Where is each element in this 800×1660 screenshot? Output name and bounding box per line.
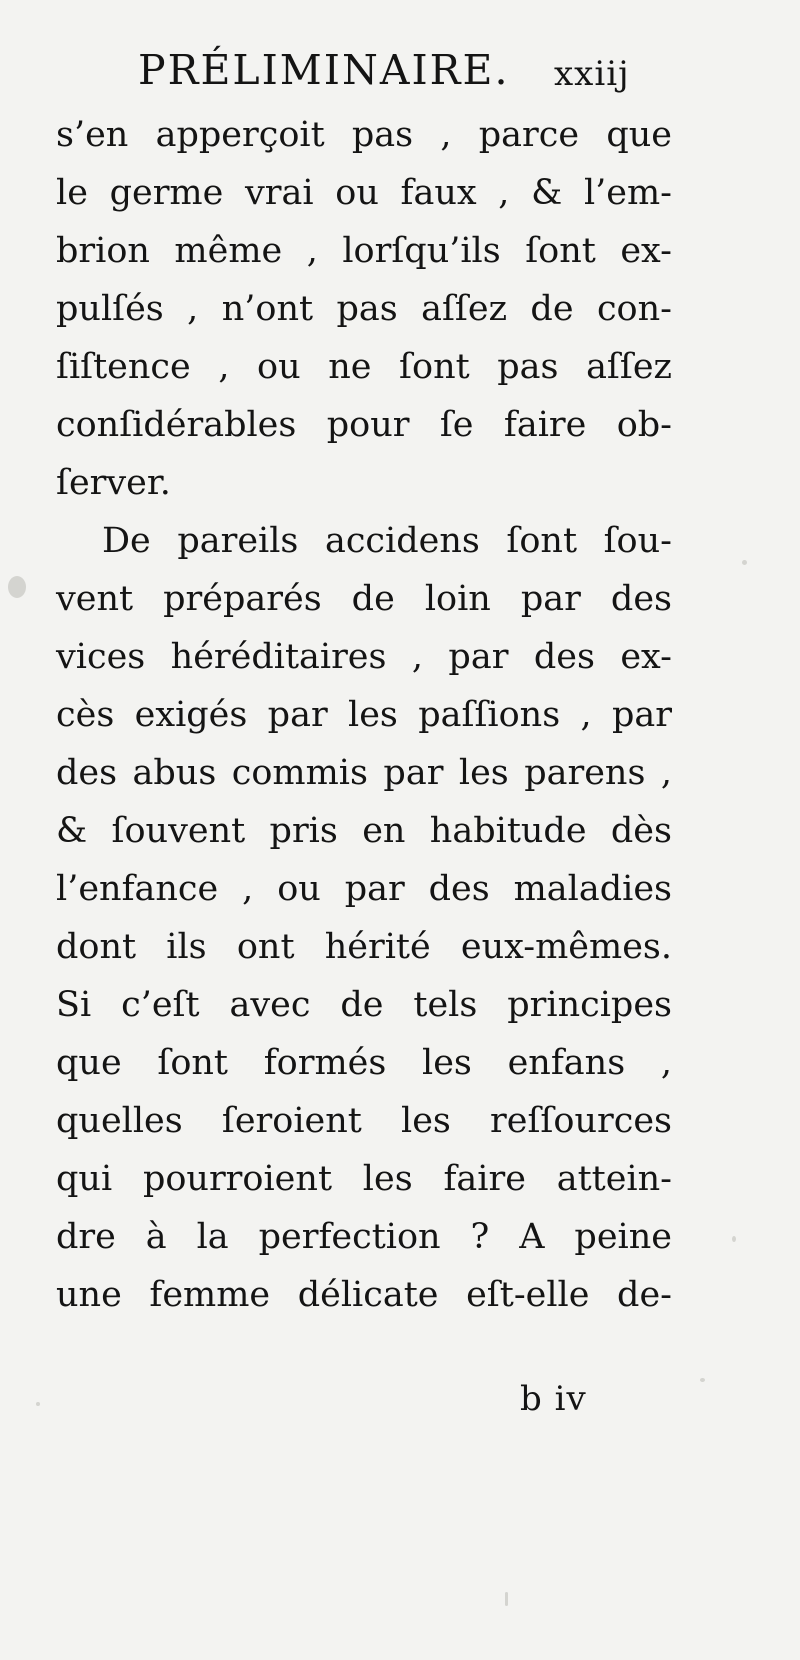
text-line: qui pourroient les faire attein- xyxy=(56,1159,672,1199)
paragraph-2 xyxy=(56,512,672,1324)
running-head xyxy=(56,42,680,98)
paragraph-1 xyxy=(56,106,672,512)
text-line: vent préparés de loin par des xyxy=(56,579,672,619)
page-number: xxiij xyxy=(554,54,630,94)
text-line: que ſont formés les enfans , xyxy=(56,1043,672,1083)
text-line: De pareils accidens ſont ſou- xyxy=(102,521,672,561)
text-line: dont ils ont hérité eux-mêmes. xyxy=(56,927,672,967)
paper-speck xyxy=(36,1402,40,1406)
text-line: vices héréditaires , par des ex- xyxy=(56,637,672,677)
text-line: ſiſtence , ou ne ſont pas aſſez xyxy=(56,347,672,387)
paper-speck xyxy=(700,1378,705,1382)
text-line: une femme délicate eſt-elle de- xyxy=(56,1275,672,1315)
paper-speck xyxy=(505,1592,508,1606)
text-line: dre à la perfection ? A peine xyxy=(56,1217,672,1257)
text-line: brion même , lorſqu’ils ſont ex- xyxy=(56,231,672,271)
text-line: cès exigés par les paſſions , par xyxy=(56,695,672,735)
paper-speck xyxy=(742,560,747,565)
text-line: Si c’eſt avec de tels principes xyxy=(56,985,672,1025)
text-line: le germe vrai ou faux , & l’em- xyxy=(56,173,672,213)
paper-stain xyxy=(8,576,26,598)
running-title: PRÉLIMINAIRE. xyxy=(138,46,510,94)
text-line: l’enfance , ou par des maladies xyxy=(56,869,672,909)
text-line: s’en apperçoit pas , parce que xyxy=(56,115,672,155)
text-line: ſerver. xyxy=(56,463,171,503)
text-line: conſidérables pour ſe faire ob- xyxy=(56,405,672,445)
text-line: & ſouvent pris en habitude dès xyxy=(56,811,672,851)
body-text xyxy=(56,106,672,1324)
text-line: des abus commis par les parens , xyxy=(56,753,672,793)
signature-mark: b iv xyxy=(520,1379,587,1419)
paper-speck xyxy=(732,1236,736,1242)
text-line: pulſés , n’ont pas aſſez de con- xyxy=(56,289,672,329)
text-line: quelles ſeroient les reſſources xyxy=(56,1101,672,1141)
